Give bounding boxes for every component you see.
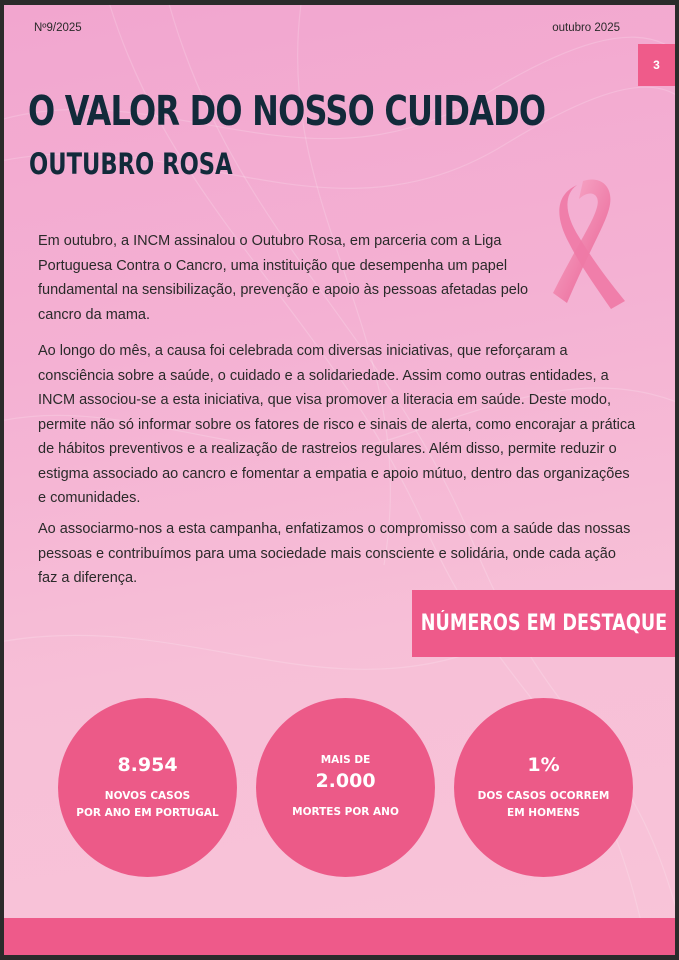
issue-number: Nº9/2025	[34, 22, 82, 34]
page-title: O VALOR DO NOSSO CUIDADO	[28, 87, 546, 135]
stat-value: 8.954	[117, 753, 178, 776]
newsletter-page	[4, 5, 675, 955]
body-paragraph: Ao longo do mês, a causa foi celebrada com diversas iniciativas, que reforçaram a consciência sobre a saúde, o cuidado e a solidariedade. Assim como outras entidades, a INCM associou-se a esta iniciativa, que visa promover a literacia em saúde. Deste modo, permite não só informar sobre os fatores de risco e sinais de alerta, como encorajar a prática de hábitos preventivos e a realização de rastreios regulares. Além disso, permite reduzir o estigma associado ao cancro e fomentar a empatia e apoio mútuo, dentro das organizações e comunidades.	[38, 343, 636, 506]
page-number-badge: 3	[638, 44, 675, 86]
pink-ribbon-icon	[549, 175, 629, 310]
stat-circle-men-cases	[454, 698, 633, 877]
highlights-heading: NÚMEROS EM DESTAQUE	[420, 611, 667, 636]
stat-prefix: MAIS DE	[320, 754, 371, 766]
issue-date: outubro 2025	[552, 22, 620, 34]
page-subtitle: OUTUBRO ROSA	[29, 147, 233, 181]
stat-circle-deaths	[256, 698, 435, 877]
stat-value: 2.000	[315, 770, 376, 792]
closing-paragraph: Ao associarmo-nos a esta campanha, enfatizamos o compromisso com a saúde das nossas pessoas e contribuímos para uma sociedade mais consciente e solidária, onde cada ação faz a diferença.	[38, 521, 631, 586]
intro-paragraph: Em outubro, a INCM assinalou o Outubro Rosa, em parceria com a Liga Portuguesa Contra o Cancro, uma instituição que desempenha um papel fundamental na sensibilização, prevenção e apoio às pessoas afetadas pelo cancro da mama.	[38, 233, 529, 323]
stat-value: 1%	[527, 753, 560, 776]
footer-bar	[4, 918, 675, 955]
stat-label: MORTES POR ANO	[292, 806, 399, 818]
stat-label: DOS CASOS OCORREM EM HOMENS	[477, 789, 610, 819]
stat-circle-new-cases	[58, 698, 237, 877]
stat-label: NOVOS CASOS POR ANO EM PORTUGAL	[76, 789, 219, 819]
highlights-banner	[412, 590, 675, 657]
